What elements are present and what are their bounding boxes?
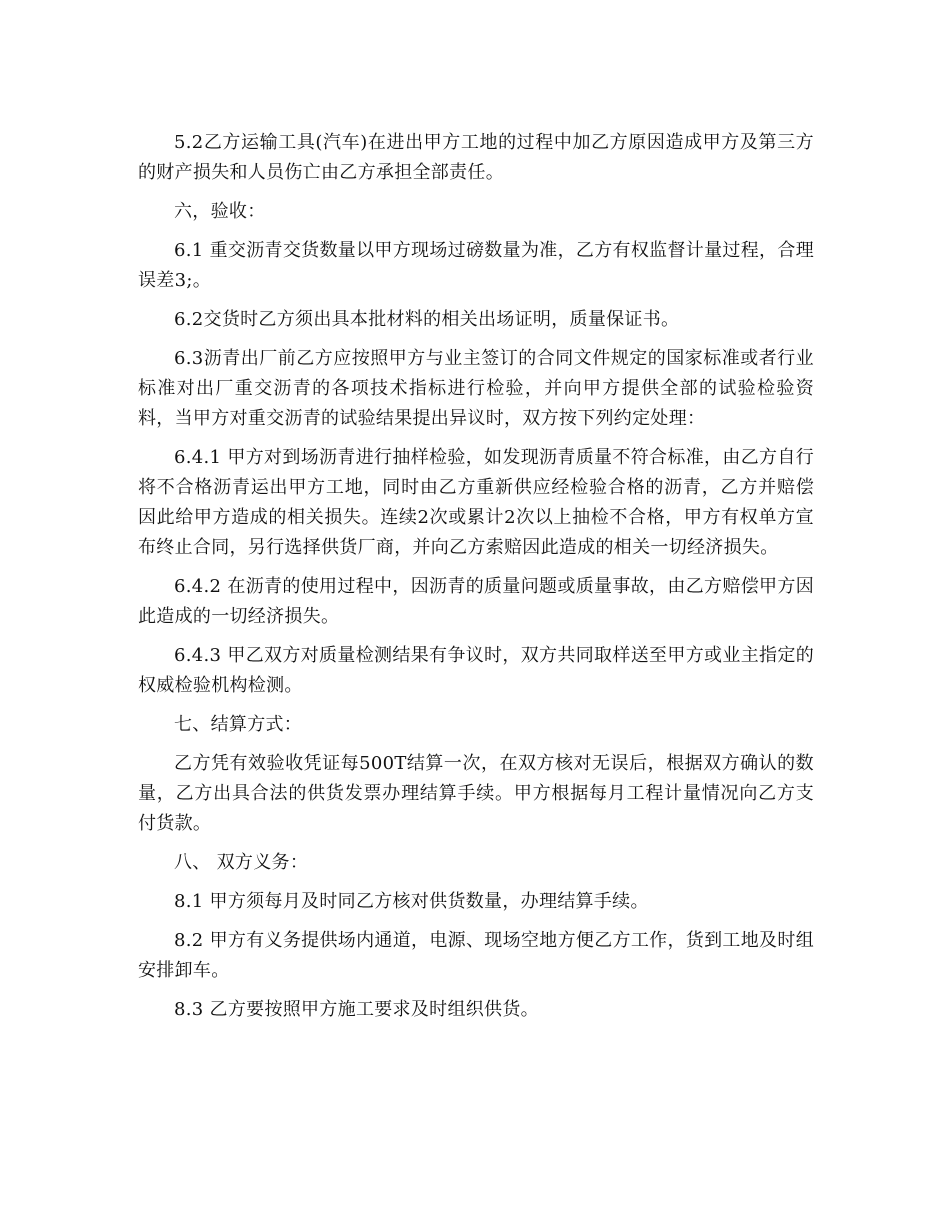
clause-6-2: 6.2交货时乙方须出具本批材料的相关出场证明，质量保证书。 [174, 309, 680, 330]
clause-8-2: 8.2 甲方有义务提供场内通道，电源、现场空地方便乙方工作，货到工地及时组安排卸车。 [138, 930, 814, 981]
section-heading-obligations: 八、 双方义务： [174, 852, 309, 873]
settlement-text: 乙方凭有效验收凭证每500T结算一次，在双方核对无误后，根据双方确认的数量，乙方出具合法的供货发票办理结算手续。甲方根据每月工程计量情况向乙方支付货款。 [138, 753, 814, 834]
clause-6-1: 6.1 重交沥青交货数量以甲方现场过磅数量为准，乙方有权监督计量过程，合理误差3;。 [138, 240, 814, 291]
clause-6-4-2: 6.4.2 在沥青的使用过程中，因沥青的质量问题或质量事故，由乙方赔偿甲方因此造成的一切经济损失。 [138, 576, 814, 627]
document-body [138, 128, 814, 1034]
clause-5-2: 5.2乙方运输工具(汽车)在进出甲方工地的过程中加乙方原因造成甲方及第三方的财产损失和人员伤亡由乙方承担全部责任。 [138, 132, 814, 183]
clause-6-3: 6.3沥青出厂前乙方应按照甲方与业主签订的合同文件规定的国家标准或者行业标准对出厂重交沥青的各项技术指标进行检验，并向甲方提供全部的试验检验资料，当甲方对重交沥青的试验结果提出异议时，双方按下列约定处理： [138, 348, 814, 429]
clause-8-3: 8.3 乙方要按照甲方施工要求及时组织供货。 [174, 999, 539, 1020]
section-heading-acceptance: 六，验收： [174, 201, 266, 222]
section-heading-settlement: 七、结算方式： [174, 714, 303, 735]
clause-6-4-1: 6.4.1 甲方对到场沥青进行抽样检验，如发现沥青质量不符合标准，由乙方自行将不合格沥青运出甲方工地，同时由乙方重新供应经检验合格的沥青，乙方并赔偿因此给甲方造成的相关损失。连续2次或累计2次以上抽检不合格，甲方有权单方宣布终止合同，另行选择供货厂商，并向乙方索赔因此造成的相关一切经济损失。 [138, 447, 814, 558]
clause-6-4-3: 6.4.3 甲乙双方对质量检测结果有争议时，双方共同取样送至甲方或业主指定的权威检验机构检测。 [138, 645, 814, 696]
clause-8-1: 8.1 甲方须每月及时同乙方核对供货数量，办理结算手续。 [174, 891, 649, 912]
